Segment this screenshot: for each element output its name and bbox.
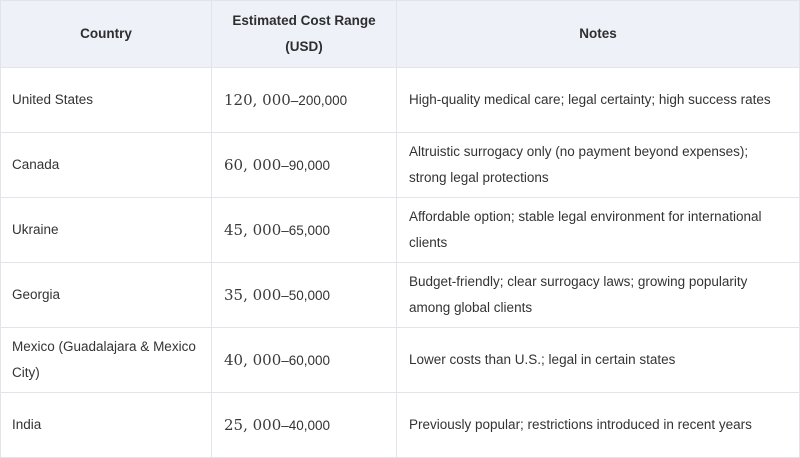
cell-notes: Affordable option; stable legal environment for international clients [397,198,800,263]
cell-cost [212,198,397,263]
cost-low: 40, 000 [224,350,282,369]
cell-country: India [1,393,212,458]
header-country: Country [1,1,212,68]
cost-low: 60, 000 [224,155,282,174]
table-row [1,328,800,393]
cell-notes: Altruistic surrogacy only (no payment beyond expenses); strong legal protections [397,133,800,198]
cell-notes: Budget-friendly; clear surrogacy laws; growing popularity among global clients [397,263,800,328]
table-row [1,133,800,198]
cost-high: –90,000 [281,157,331,173]
header-row [1,1,800,68]
table-body [1,68,800,458]
table-row [1,393,800,458]
header-notes: Notes [397,1,800,68]
cost-low: 120, 000 [224,90,291,109]
table-header [1,1,800,68]
cell-cost [212,68,397,133]
table-row [1,263,800,328]
cell-country: Ukraine [1,198,212,263]
cell-cost [212,328,397,393]
header-cost: Estimated Cost Range (USD) [212,1,397,68]
cost-low: 25, 000 [224,415,282,434]
table-row [1,68,800,133]
cell-country: United States [1,68,212,133]
cell-cost [212,393,397,458]
cell-cost [212,133,397,198]
table-row [1,198,800,263]
cell-country: Canada [1,133,212,198]
cell-cost [212,263,397,328]
cost-high: –200,000 [290,92,348,108]
cell-notes: Previously popular; restrictions introduced in recent years [397,393,800,458]
cell-country: Georgia [1,263,212,328]
cost-high: –65,000 [281,222,331,238]
cost-high: –40,000 [281,417,331,433]
cost-low: 45, 000 [224,220,282,239]
cost-high: –60,000 [281,352,331,368]
cost-low: 35, 000 [224,285,282,304]
cell-country: Mexico (Guadalajara & Mexico City) [1,328,212,393]
cell-notes: High-quality medical care; legal certainty; high success rates [397,68,800,133]
cell-notes: Lower costs than U.S.; legal in certain states [397,328,800,393]
cost-high: –50,000 [281,287,331,303]
